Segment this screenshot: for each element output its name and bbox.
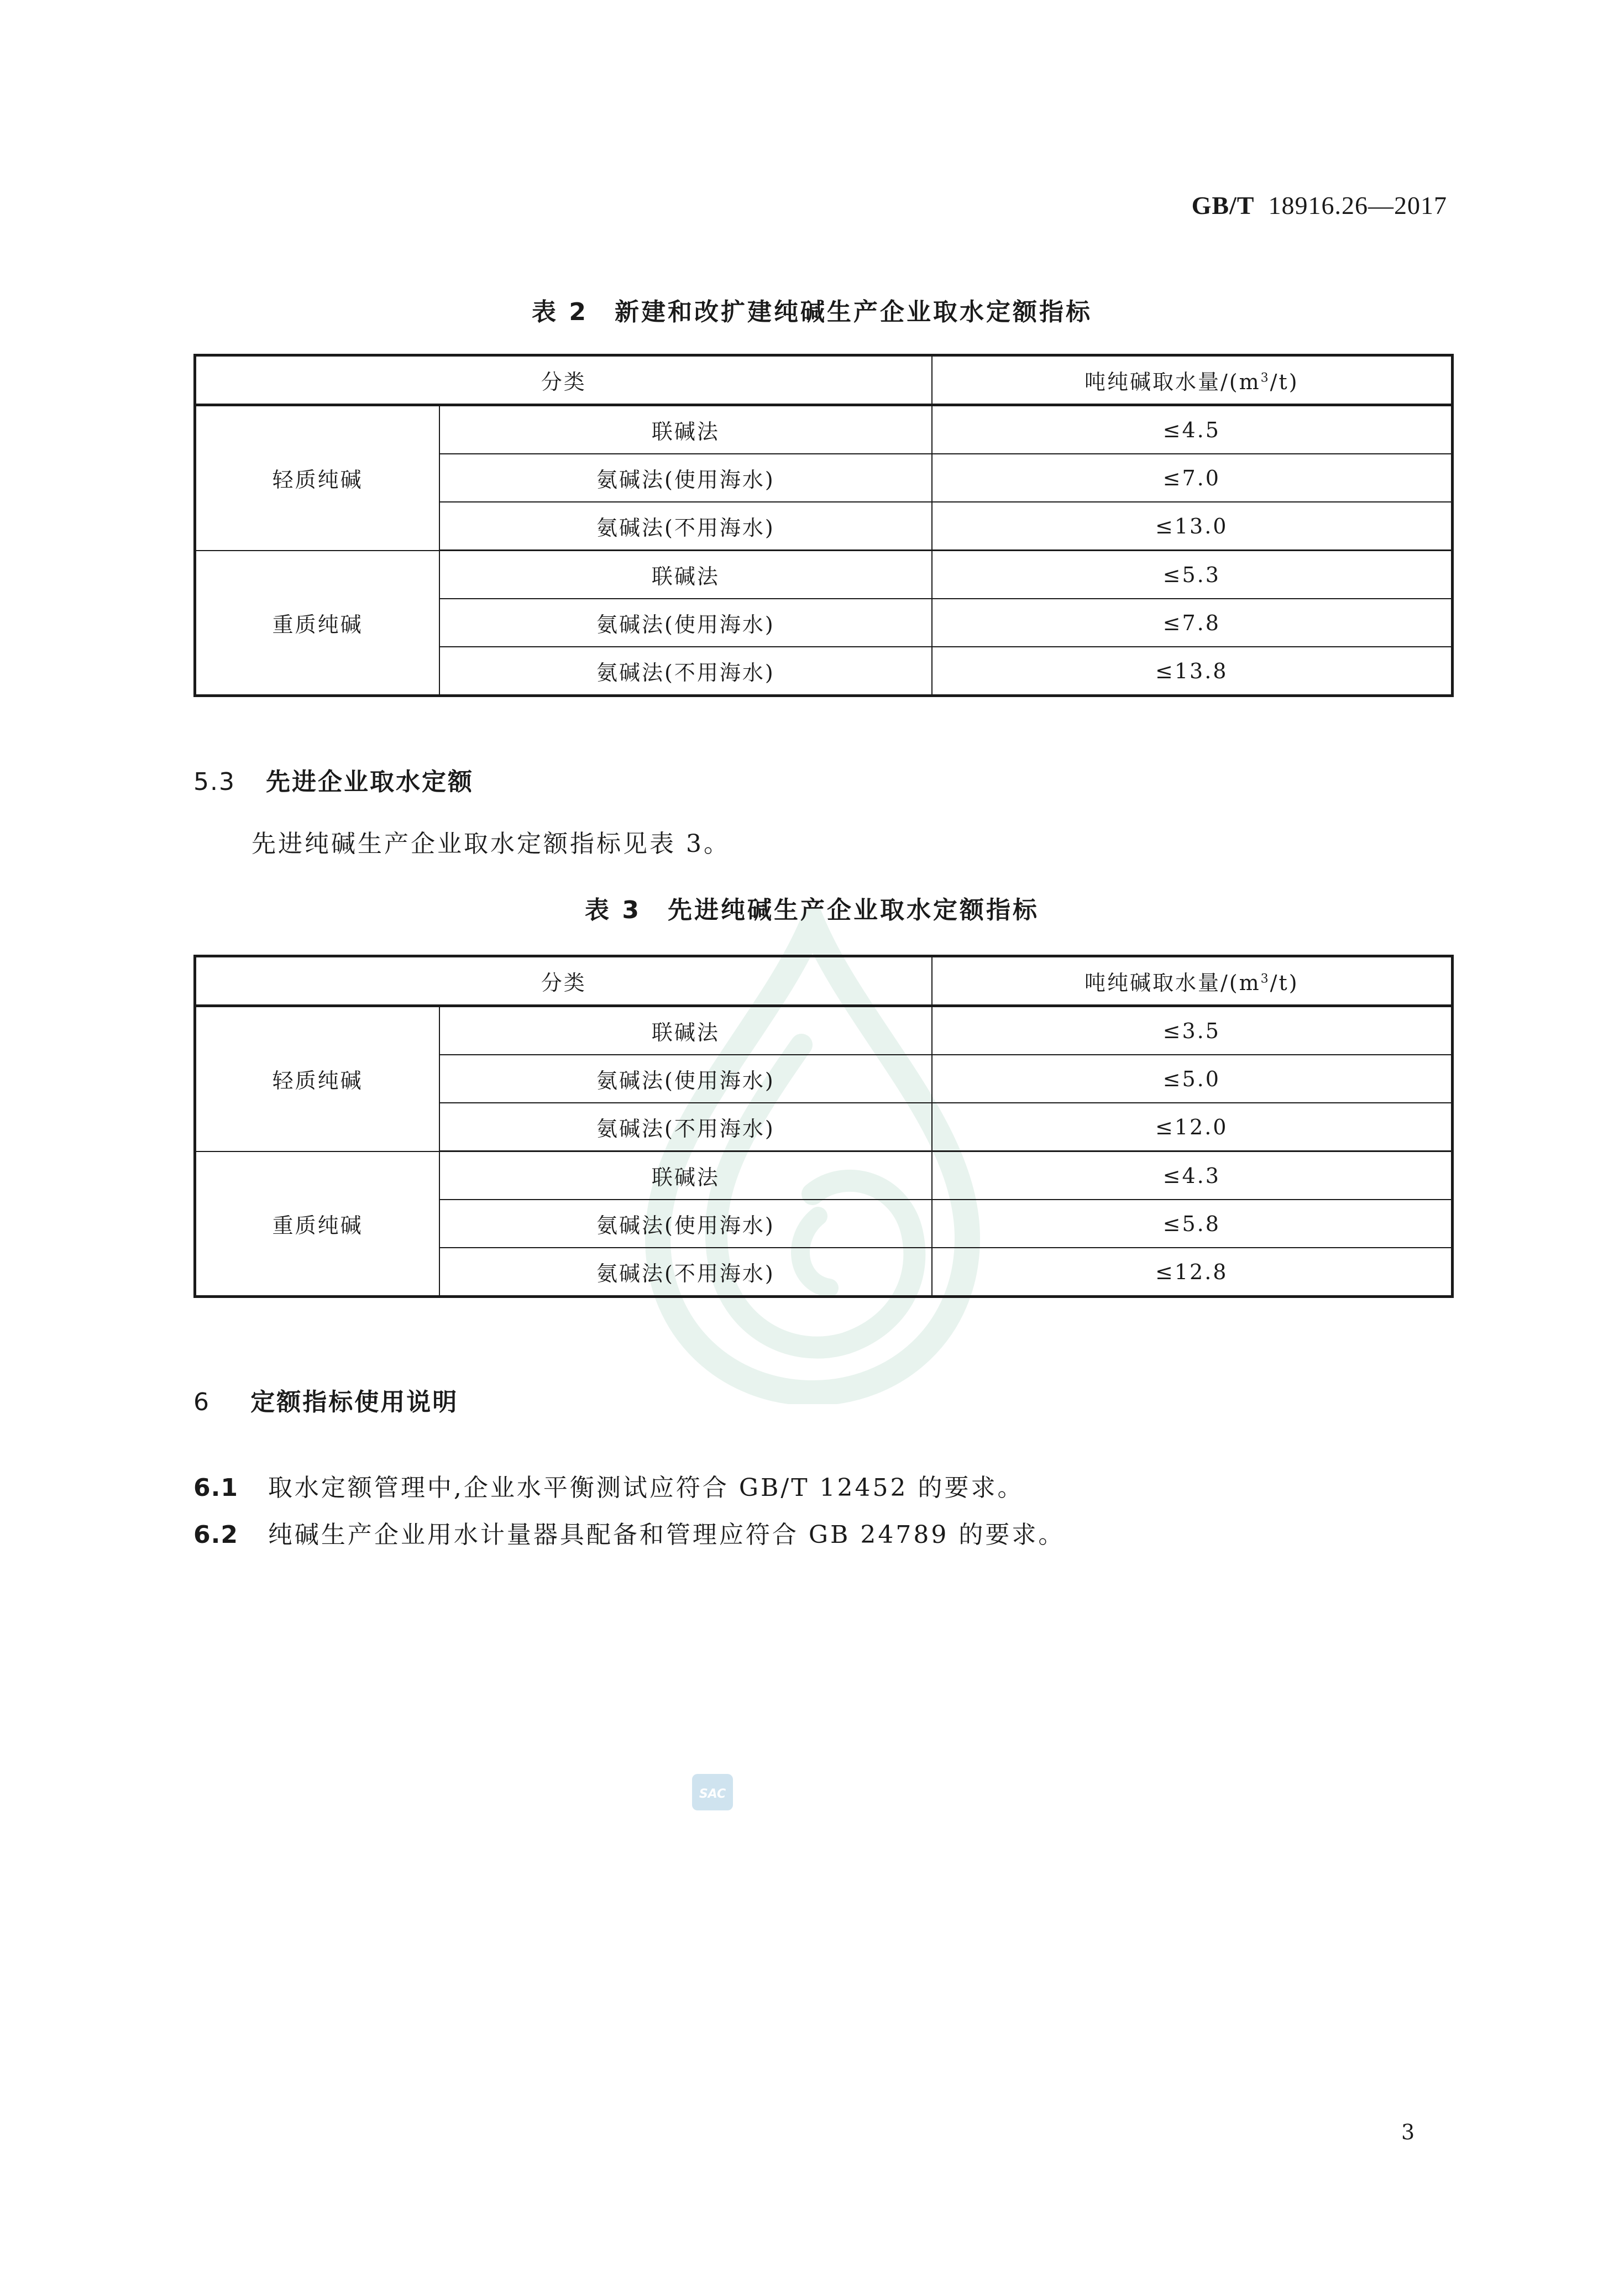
clause-number: 6.1 <box>193 1474 238 1502</box>
value-cell: ≤4.3 <box>932 1151 1453 1200</box>
method-cell: 氨碱法(使用海水) <box>439 599 931 647</box>
header-category: 分类 <box>195 355 932 405</box>
table3 <box>193 955 1454 1298</box>
clause-6-1 <box>193 1468 1024 1503</box>
method-cell: 联碱法 <box>439 1006 931 1055</box>
section-5-3-heading <box>193 762 474 797</box>
value-cell: ≤3.5 <box>932 1006 1453 1055</box>
table3-title: 表 3 先进纯碱生产企业取水定额指标 <box>585 896 1039 924</box>
value-cell: ≤4.5 <box>932 405 1453 454</box>
method-cell: 氨碱法(不用海水) <box>439 1248 931 1297</box>
method-cell: 氨碱法(不用海水) <box>439 502 931 551</box>
method-cell: 氨碱法(不用海水) <box>439 647 931 696</box>
table2 <box>193 354 1454 697</box>
table-row <box>195 1151 1453 1200</box>
value-cell: ≤5.3 <box>932 551 1453 599</box>
clause-text: 取水定额管理中,企业水平衡测试应符合 GB/T 12452 的要求。 <box>268 1474 1024 1502</box>
category-cell: 轻质纯碱 <box>195 405 440 551</box>
value-cell: ≤7.8 <box>932 599 1453 647</box>
section-title: 定额指标使用说明 <box>250 1388 459 1416</box>
clause-6-2 <box>193 1515 1065 1550</box>
standard-number: 18916.26—2017 <box>1268 191 1447 219</box>
header-category: 分类 <box>195 956 932 1006</box>
table-row <box>195 551 1453 599</box>
value-cell: ≤13.8 <box>932 647 1453 696</box>
method-cell: 氨碱法(使用海水) <box>439 1200 931 1248</box>
table-header-row <box>195 956 1453 1006</box>
value-cell: ≤13.0 <box>932 502 1453 551</box>
method-cell: 联碱法 <box>439 405 931 454</box>
table-header-row <box>195 355 1453 405</box>
section-number: 6 <box>193 1388 210 1416</box>
category-cell: 重质纯碱 <box>195 1151 440 1297</box>
method-cell: 联碱法 <box>439 1151 931 1200</box>
standard-prefix: GB/T <box>1191 191 1255 219</box>
value-cell: ≤5.0 <box>932 1055 1453 1103</box>
clause-text: 纯碱生产企业用水计量器具配备和管理应符合 GB 24789 的要求。 <box>268 1521 1065 1549</box>
standard-code <box>1192 191 1447 220</box>
method-cell: 氨碱法(不用海水) <box>439 1103 931 1151</box>
table-row <box>195 405 1453 454</box>
section-6-heading <box>193 1382 458 1417</box>
sac-logo-icon <box>690 1772 735 1813</box>
table2-title: 表 2 新建和改扩建纯碱生产企业取水定额指标 <box>532 298 1092 326</box>
value-cell: ≤12.0 <box>932 1103 1453 1151</box>
section-title: 先进企业取水定额 <box>265 768 474 796</box>
header-quota: 吨纯碱取水量$/(m^3/t)$ <box>932 355 1453 405</box>
value-cell: ≤5.8 <box>932 1200 1453 1248</box>
category-cell: 轻质纯碱 <box>195 1006 440 1151</box>
table-row <box>195 1006 1453 1055</box>
svg-text:SAC: SAC <box>699 1787 726 1801</box>
section-5-3-text: 先进纯碱生产企业取水定额指标见表 3。 <box>252 830 730 858</box>
method-cell: 联碱法 <box>439 551 931 599</box>
value-cell: ≤12.8 <box>932 1248 1453 1297</box>
value-cell: ≤7.0 <box>932 454 1453 502</box>
method-cell: 氨碱法(使用海水) <box>439 454 931 502</box>
section-number: 5.3 <box>193 768 235 796</box>
page-number: 3 <box>1401 2120 1415 2144</box>
header-quota: 吨纯碱取水量$/(m^3/t)$ <box>932 956 1453 1006</box>
category-cell: 重质纯碱 <box>195 551 440 696</box>
method-cell: 氨碱法(使用海水) <box>439 1055 931 1103</box>
clause-number: 6.2 <box>193 1521 238 1549</box>
